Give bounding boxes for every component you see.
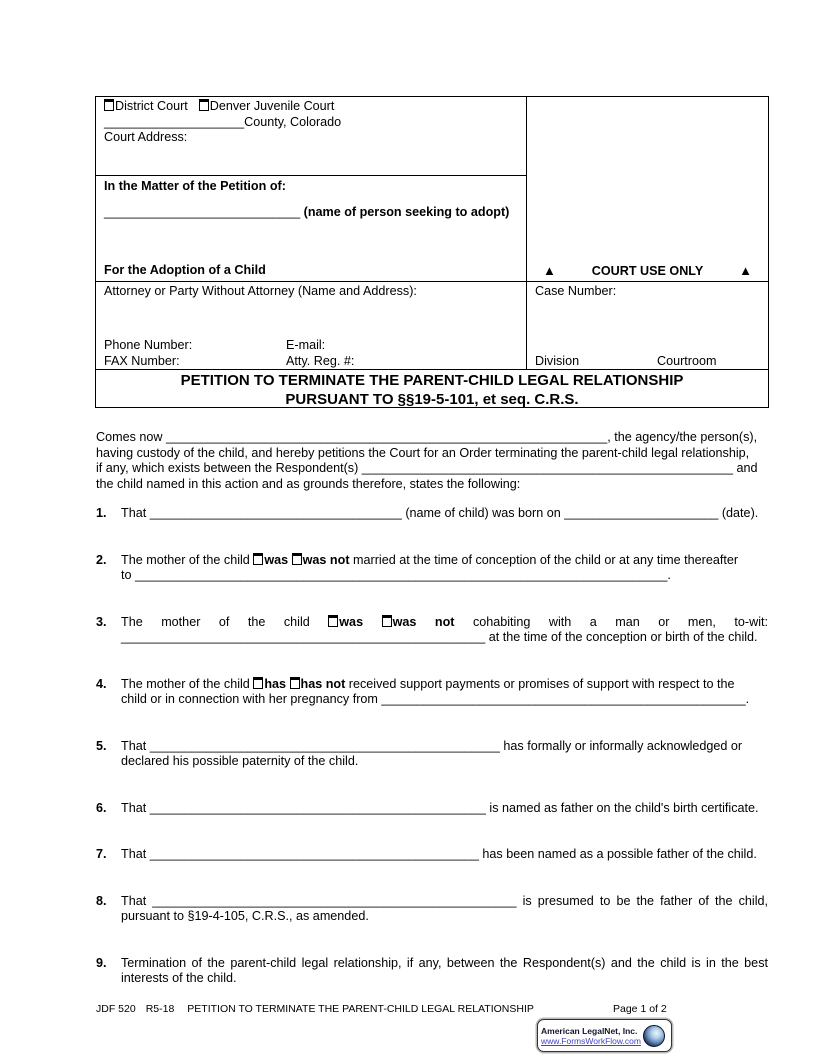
checkbox-label: has not (300, 676, 346, 691)
district-court-checkbox[interactable] (104, 99, 114, 111)
fill-in-blank[interactable]: _____________________________________________________ (361, 461, 733, 475)
numbered-item (96, 677, 768, 708)
item-number: 2. (96, 552, 107, 567)
footer-form-title: PETITION TO TERMINATE THE PARENT-CHILD LEGAL RELATIONSHIP (187, 1003, 534, 1015)
contact-rows (104, 338, 522, 369)
caption-divider-line (96, 175, 526, 176)
form-title (96, 369, 768, 407)
court-type-line (104, 99, 518, 115)
fill-in-blank[interactable]: ____________________________________________________ (121, 630, 486, 644)
checkbox-icon[interactable] (253, 677, 263, 689)
numbered-item (96, 956, 768, 987)
triangle-icon: ▲ (739, 263, 752, 278)
fill-in-blank[interactable]: ____________________________________ (149, 506, 402, 520)
attorney-cell (96, 281, 527, 369)
fill-in-blank[interactable]: ____________________________________________________ (152, 893, 517, 908)
globe-icon (643, 1025, 665, 1047)
item-number: 3. (96, 614, 107, 629)
courtroom-label: Courtroom (657, 354, 717, 368)
matter-heading: In the Matter of the Petition of: (104, 179, 286, 193)
item-number: 6. (96, 800, 107, 815)
fax-attyreg-row (104, 354, 522, 370)
case-number-cell (527, 281, 768, 369)
court-address-label: Court Address: (104, 130, 188, 144)
item-number: 5. (96, 738, 107, 753)
numbered-item (96, 739, 768, 770)
numbered-item (96, 615, 768, 646)
numbered-item (96, 553, 768, 584)
checkbox-icon[interactable] (290, 677, 300, 689)
item-text: That ________________________________________________ is named as father on the child's birth certificate. (121, 800, 759, 815)
item-text: Termination of the parent-child legal relationship, if any, between the Respondent(s) and the child is in the best interests of the child. (121, 955, 768, 985)
email-label: E-mail: (286, 338, 326, 352)
court-use-cell (527, 97, 768, 281)
checkbox-label: has (264, 676, 287, 691)
form-id: JDF 520 (96, 1003, 136, 1015)
fill-in-blank[interactable]: _______________________________________________________________ (166, 430, 608, 444)
petitioner-fill-in-blank[interactable]: ____________________________ (104, 205, 301, 219)
form-title-line1: PETITION TO TERMINATE THE PARENT-CHILD LEGAL RELATIONSHIP (180, 372, 684, 389)
division-courtroom-row (535, 354, 717, 368)
item-text: That ____________________________________________________ is presumed to be the father of the child, pursuant to §19-4-105, C.R.S., as amended. (121, 893, 769, 923)
item-text: That ____________________________________ (name of child) was born on ______________________ (date). (121, 506, 759, 520)
caption-box (95, 96, 769, 408)
checkbox-icon[interactable] (328, 615, 338, 627)
checkbox-icon[interactable] (253, 553, 263, 565)
court-use-only-bar (527, 263, 768, 278)
district-court-label: District Court (115, 99, 188, 113)
vendor-company: American LegalNet, Inc. (541, 1025, 638, 1036)
court-use-only-label: COURT USE ONLY (591, 263, 704, 278)
phone-email-row (104, 338, 522, 354)
attorney-label: Attorney or Party Without Attorney (Name and Address): (104, 284, 417, 298)
item-number: 7. (96, 847, 107, 861)
fill-in-blank[interactable]: ____________________________________________________________________________ (135, 568, 668, 582)
fill-in-blank[interactable]: _______________________________________________ (149, 847, 479, 861)
county-line (104, 115, 518, 131)
petitioner-caption: (name of person seeking to adopt) (303, 205, 510, 219)
checkbox-label: was not (302, 552, 350, 567)
item-text: The mother of the child has has not received support payments or promises of support with respect to the child or in connection with her pregnancy from ____________________________________________________. (121, 676, 750, 706)
atty-reg-label: Atty. Reg. #: (286, 353, 355, 368)
item-text: That __________________________________________________ has formally or informally acknowledged or declared his possible paternity of the child. (121, 738, 743, 768)
denver-juvenile-court-label: Denver Juvenile Court (209, 99, 335, 113)
county-suffix: County, Colorado (244, 114, 342, 129)
fax-label: FAX Number: (104, 353, 180, 368)
numbered-item (96, 506, 768, 522)
numbered-items (96, 506, 768, 987)
fill-in-blank[interactable]: ______________________ (564, 506, 719, 520)
page-number: Page 1 of 2 (613, 1003, 667, 1015)
item-number: 9. (96, 955, 107, 970)
checkbox-label: was not (392, 614, 455, 629)
item-number: 4. (96, 676, 107, 691)
checkbox-label: was (264, 552, 289, 567)
checkbox-label: was (339, 614, 364, 629)
item-text: That _______________________________________________ has been named as a possible father of the child. (121, 847, 757, 861)
checkbox-icon[interactable] (292, 553, 302, 565)
vendor-badge[interactable] (537, 1019, 672, 1052)
petitioner-name-line (104, 205, 509, 221)
page-footer (96, 1003, 768, 1015)
form-title-line2: PURSUANT TO §§19-5-101, et seq. C.R.S. (285, 390, 579, 408)
fill-in-blank[interactable]: ____________________________________________________ (381, 692, 746, 706)
phone-label: Phone Number: (104, 338, 193, 352)
numbered-item (96, 894, 768, 925)
triangle-icon: ▲ (543, 263, 556, 278)
county-fill-in-blank[interactable]: ____________________ (104, 114, 245, 129)
item-text: The mother of the child was was not cohabiting with a man or men, to-wit: ____________________________________________________ at the time of the conception or birth of the child. (121, 614, 768, 644)
vendor-badge-text (541, 1026, 641, 1046)
fill-in-blank[interactable]: ________________________________________________ (149, 800, 486, 815)
division-label: Division (535, 354, 580, 368)
item-text: The mother of the child was was not married at the time of conception of the child or at any time thereafter to ____________________________________________________________________________. (121, 552, 739, 582)
item-number: 1. (96, 506, 107, 520)
denver-juvenile-court-checkbox[interactable] (199, 99, 209, 111)
fill-in-blank[interactable]: __________________________________________________ (149, 738, 500, 753)
numbered-item (96, 847, 768, 863)
checkbox-icon[interactable] (382, 615, 392, 627)
intro-paragraph: Comes now _______________________________________________________________, the agency/the person(s), having custody of the child, and hereby petitions the Court for an Order terminating the parent-child legal relationship, if any, which exists between the Respondent(s) _____________________________________________________ and the child named in this action and as grounds therefore, states the following: (96, 430, 758, 491)
court-info-cell (96, 97, 527, 281)
form-revision: R5-18 (145, 1003, 175, 1015)
adoption-label: For the Adoption of a Child (104, 262, 266, 277)
form-body (96, 430, 768, 1018)
case-number-label: Case Number: (535, 284, 617, 298)
item-number: 8. (96, 893, 107, 908)
numbered-item (96, 801, 768, 817)
vendor-url-link[interactable]: www.FormsWorkFlow.com (541, 1035, 641, 1046)
